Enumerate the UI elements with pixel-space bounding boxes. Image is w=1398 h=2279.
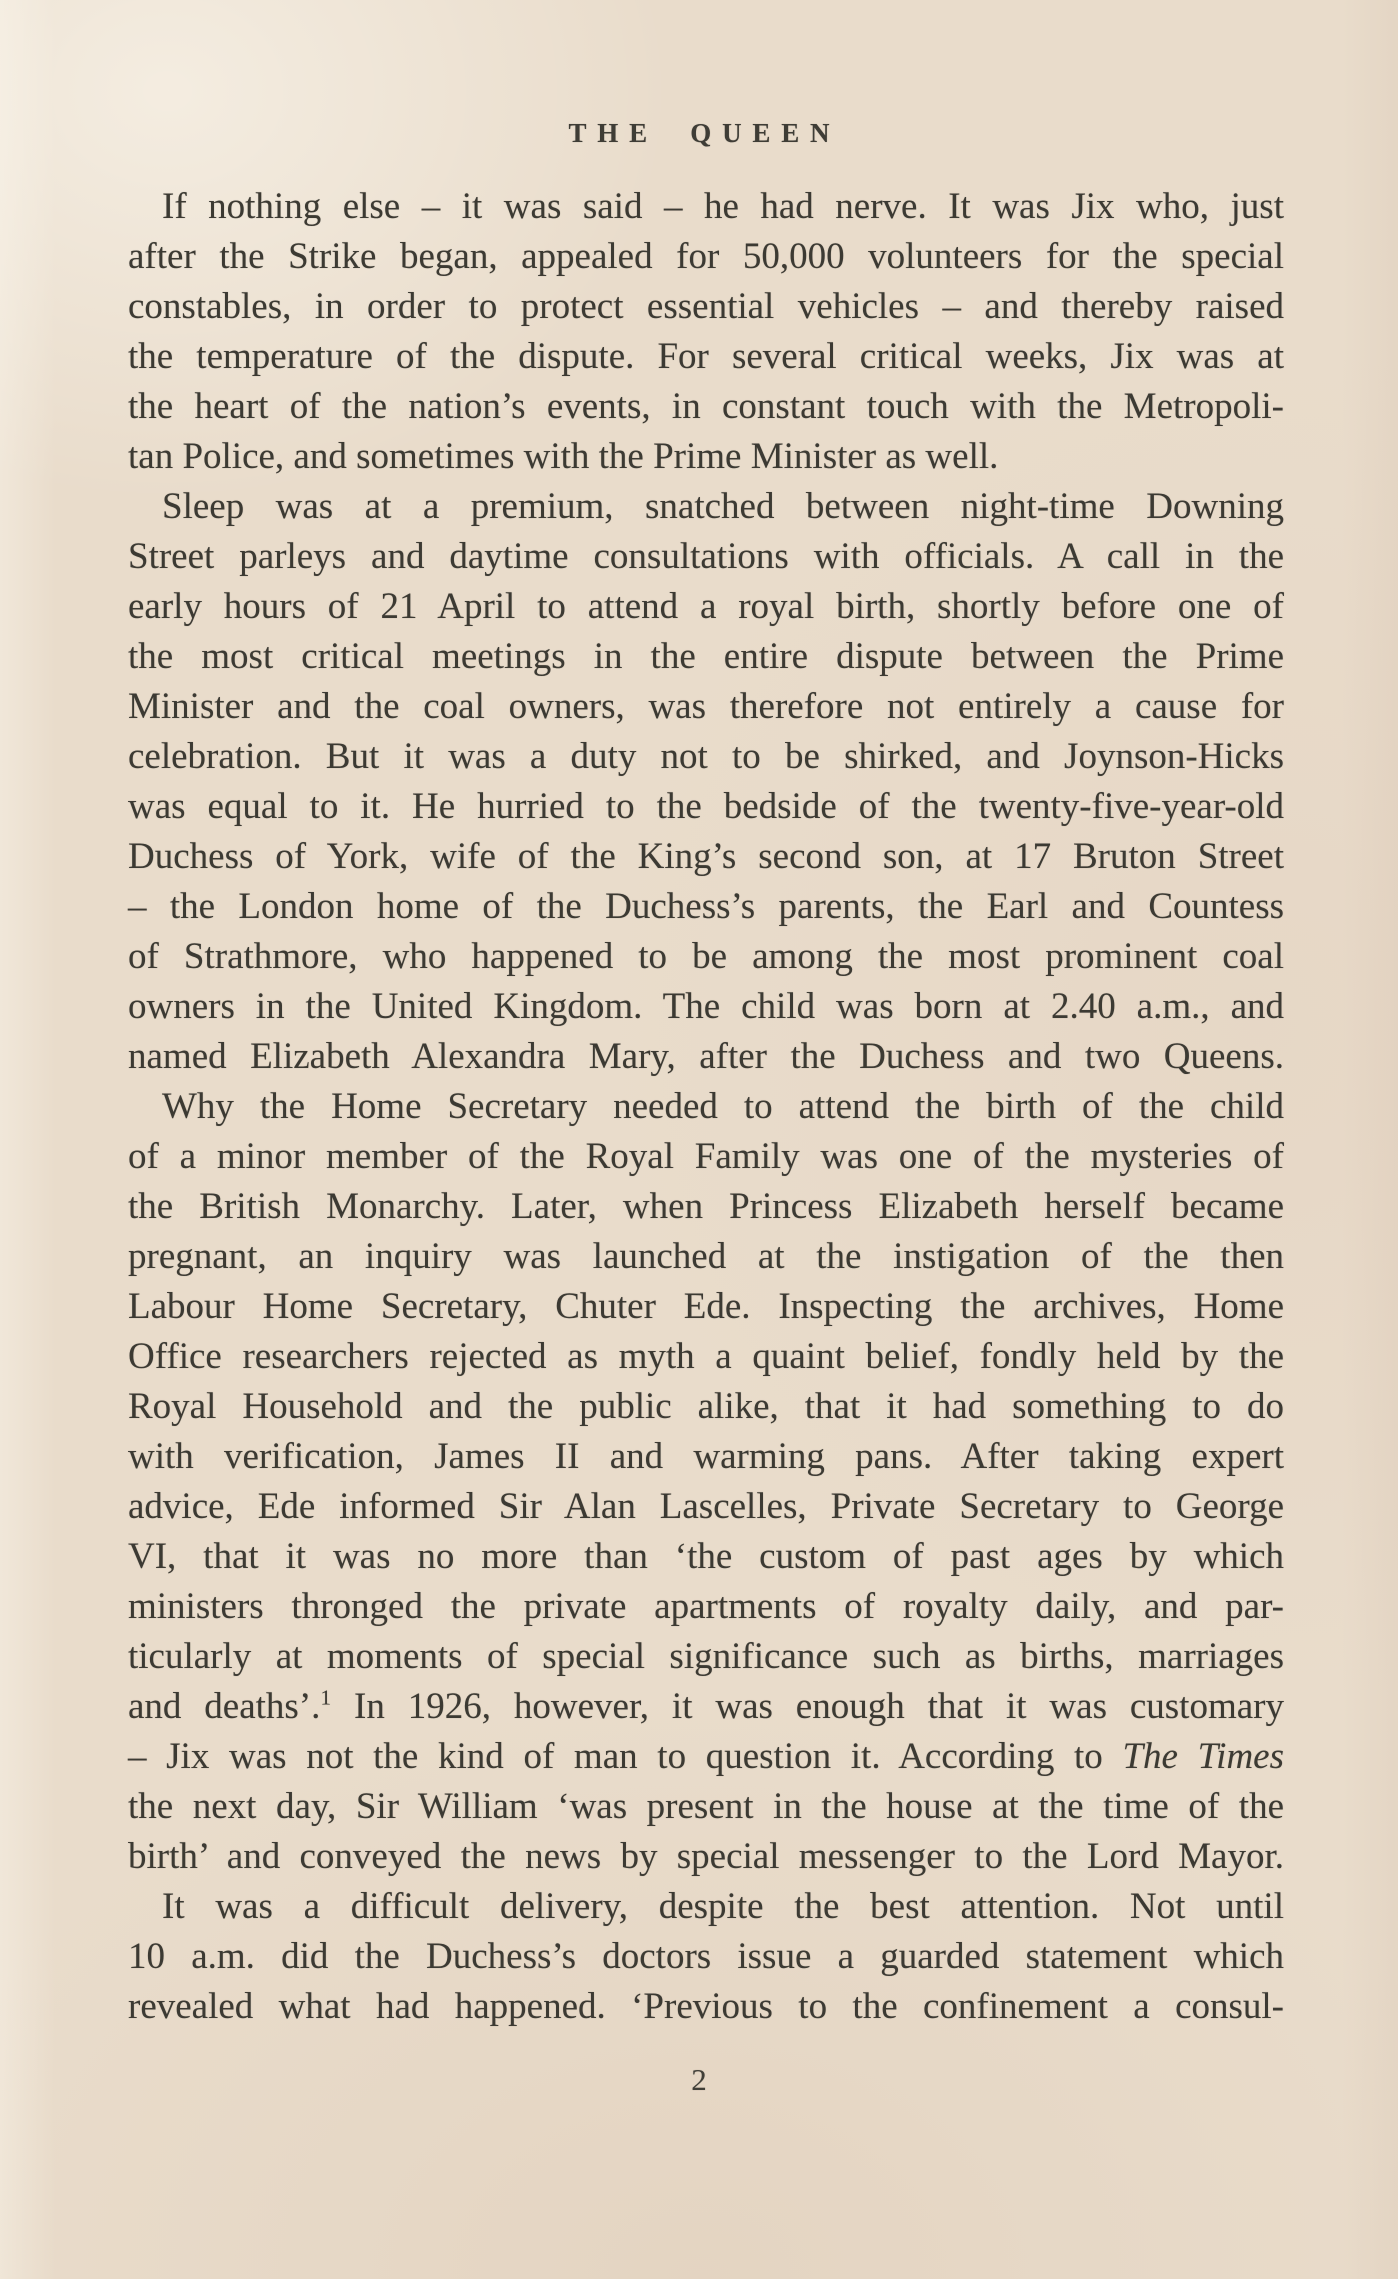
text-line: Office researchers rejected as myth a quaint belief, fondly held by the (128, 1336, 1284, 1377)
text-line: Duchess of York, wife of the King’s second son, at 17 Bruton Street (128, 836, 1284, 877)
text-line: the next day, Sir William ‘was present in the house at the time of the (128, 1786, 1284, 1827)
text-line: Royal Household and the public alike, that it had something to do (128, 1386, 1284, 1427)
paragraph (128, 182, 1284, 482)
text-line: with verification, James II and warming pans. After taking expert (128, 1436, 1284, 1477)
text-line: It was a difficult delivery, despite the best attention. Not until (162, 1886, 1284, 1927)
text-line: Minister and the coal owners, was therefore not entirely a cause for (128, 686, 1284, 727)
text-line: If nothing else – it was said – he had nerve. It was Jix who, just (162, 186, 1284, 227)
text-line: VI, that it was no more than ‘the custom of past ages by which (128, 1536, 1284, 1577)
text-line: tan Police, and sometimes with the Prime Minister as well. (128, 436, 999, 477)
text-line: was equal to it. He hurried to the bedside of the twenty-five-year-old (128, 786, 1284, 827)
paragraph (128, 1882, 1284, 2032)
italic-title: The Times (1122, 1736, 1285, 1777)
text-line: the temperature of the dispute. For several critical weeks, Jix was at (128, 336, 1284, 377)
text-line: early hours of 21 April to attend a royal birth, shortly before one of (128, 586, 1284, 627)
text-line: Street parleys and daytime consultations with officials. A call in the (128, 536, 1284, 577)
text-line: – the London home of the Duchess’s parents, the Earl and Countess (128, 886, 1284, 927)
text-line: revealed what had happened. ‘Previous to the confinement a consul- (128, 1986, 1284, 2027)
text-line: and deaths’.$^1$ In 1926, however, it was enough that it was customary (128, 1685, 1284, 1727)
text-line: owners in the United Kingdom. The child was born at 2.40 a.m., and (128, 986, 1284, 1027)
text-line: Sleep was at a premium, snatched between night-time Downing (162, 486, 1284, 527)
text-line: after the Strike began, appealed for 50,000 volunteers for the special (128, 236, 1284, 277)
footnote-marker: 1 (320, 1685, 332, 1710)
text-line: pregnant, an inquiry was launched at the instigation of the then (128, 1236, 1284, 1277)
text-line: constables, in order to protect essential vehicles – and thereby raised (128, 286, 1284, 327)
text-line: of a minor member of the Royal Family was one of the mysteries of (128, 1136, 1284, 1177)
text-line: advice, Ede informed Sir Alan Lascelles, Private Secretary to George (128, 1486, 1284, 1527)
text-block (128, 182, 1284, 2032)
text-line: the most critical meetings in the entire dispute between the Prime (128, 636, 1284, 677)
text-line: 10 a.m. did the Duchess’s doctors issue a guarded statement which (128, 1936, 1284, 1977)
text-line: Why the Home Secretary needed to attend the birth of the child (162, 1086, 1284, 1127)
text-line: celebration. But it was a duty not to be shirked, and Joynson-Hicks (128, 736, 1284, 777)
text-line: Labour Home Secretary, Chuter Ede. Inspecting the archives, Home (128, 1286, 1284, 1327)
text-line: birth’ and conveyed the news by special messenger to the Lord Mayor. (128, 1836, 1284, 1877)
text-line: the British Monarchy. Later, when Princess Elizabeth herself became (128, 1186, 1284, 1227)
paragraph (128, 1082, 1284, 1882)
text-line: the heart of the nation’s events, in constant touch with the Metropoli- (128, 386, 1284, 427)
running-header: THE QUEEN (568, 118, 841, 148)
text-line: ticularly at moments of special significance such as births, marriages (128, 1636, 1284, 1677)
text-line: of Strathmore, who happened to be among the most prominent coal (128, 936, 1284, 977)
paragraph (128, 482, 1284, 1082)
page-number: 2 (691, 2062, 707, 2097)
text-line: – Jix was not the kind of man to question it. According to The Times (128, 1736, 1285, 1777)
text-line: named Elizabeth Alexandra Mary, after the Duchess and two Queens. (128, 1036, 1284, 1077)
text-line: ministers thronged the private apartments of royalty daily, and par- (128, 1586, 1284, 1627)
